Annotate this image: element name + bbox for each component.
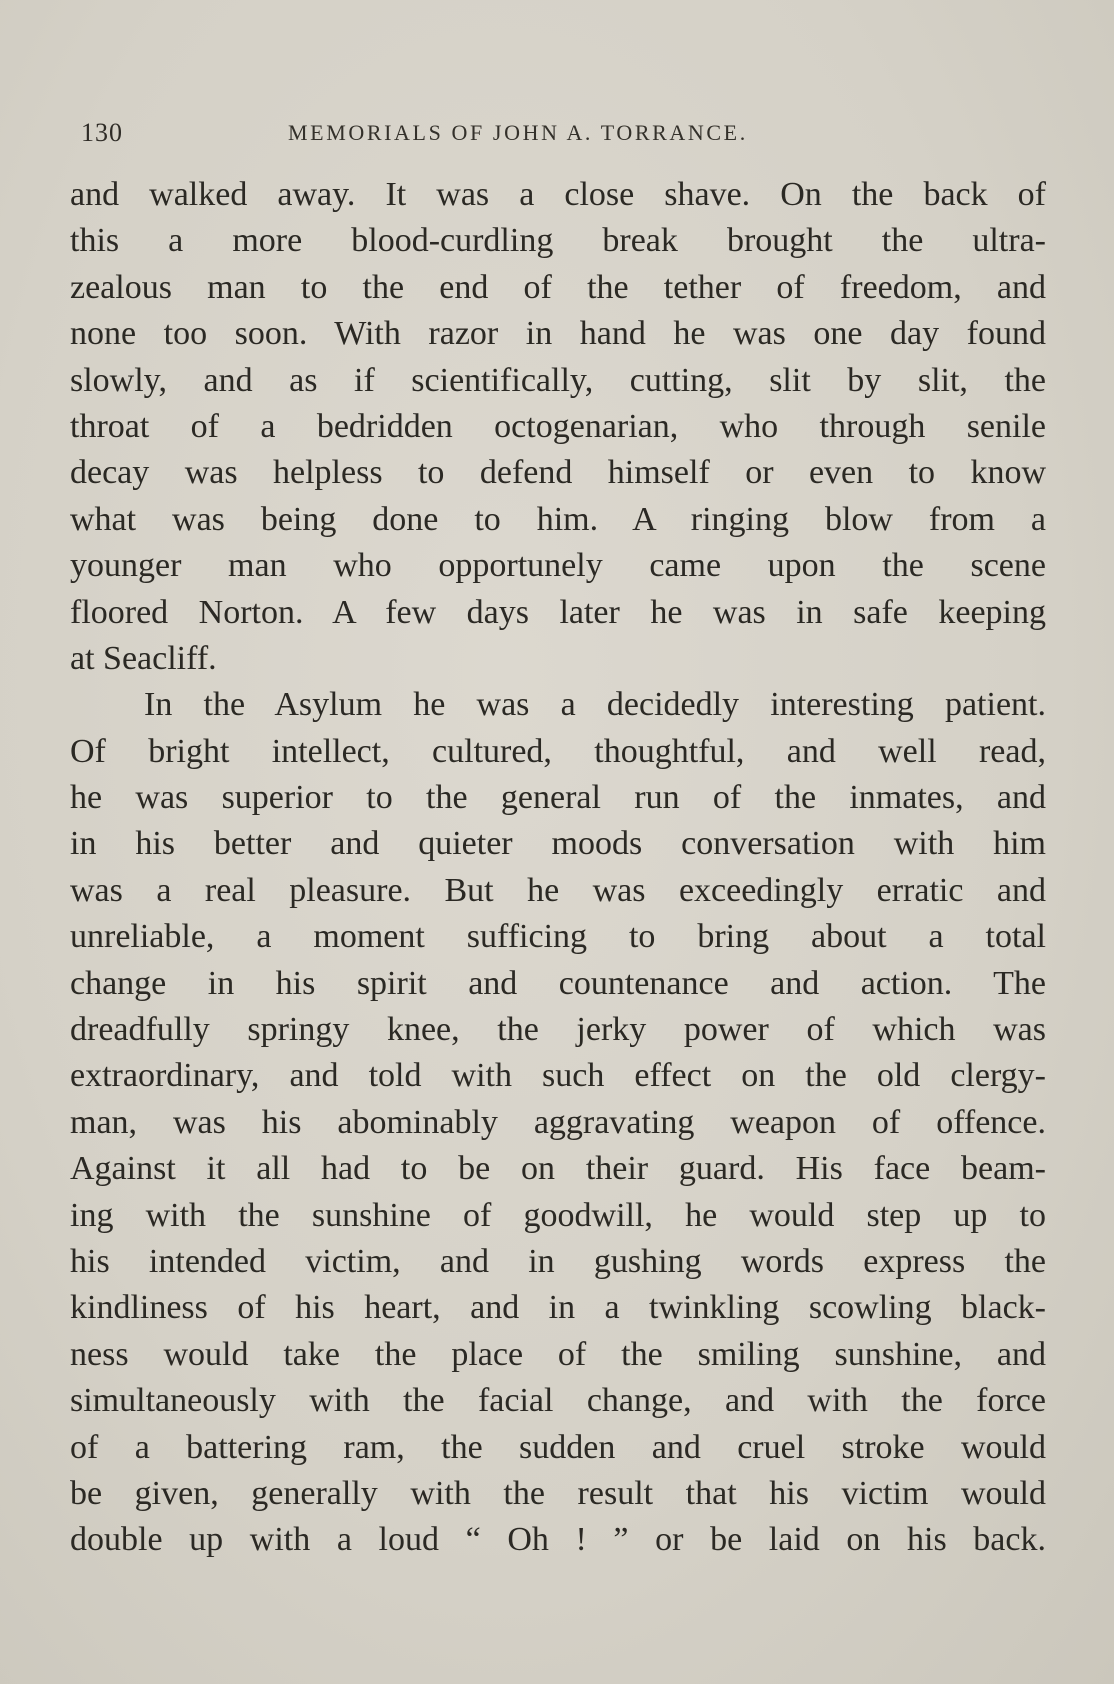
text-line: younger man who opportunely came upon the scene	[70, 547, 1046, 585]
text-line: kindliness of his heart, and in a twinkling scowling black-	[70, 1289, 1046, 1327]
text-line: extraordinary, and told with such effect on the old clergy-	[70, 1057, 1046, 1095]
text-line: throat of a bedridden octogenarian, who through senile	[70, 407, 1046, 445]
body-text	[70, 172, 1046, 1564]
text-line: unreliable, a moment sufficing to bring about a total	[70, 918, 1046, 956]
text-line: in his better and quieter moods conversation with him	[70, 825, 1046, 863]
text-line: dreadfully springy knee, the jerky power of which was	[70, 1011, 1046, 1049]
text-line: change in his spirit and countenance and action. The	[70, 964, 1046, 1002]
text-line: what was being done to him. A ringing blow from a	[70, 500, 1046, 538]
text-line: be given, generally with the result that his victim would	[70, 1474, 1046, 1512]
text-line: decay was helpless to defend himself or even to know	[70, 454, 1046, 492]
text-line: this a more blood-curdling break brought the ultra-	[70, 222, 1046, 260]
text-line: was a real pleasure. But he was exceedingly erratic and	[70, 871, 1046, 909]
text-line: zealous man to the end of the tether of freedom, and	[70, 268, 1046, 306]
text-line: ing with the sunshine of goodwill, he would step up to	[70, 1196, 1046, 1234]
paragraph-1	[70, 172, 1046, 682]
paragraph-2	[70, 682, 1046, 1563]
running-head: MEMORIALS OF JOHN A. TORRANCE.	[288, 120, 748, 145]
text-line: simultaneously with the facial change, and with the force	[70, 1382, 1046, 1420]
text-line: and walked away. It was a close shave. On the back of	[70, 176, 1046, 213]
text-line: of a battering ram, the sudden and cruel stroke would	[70, 1428, 1046, 1466]
page-header	[81, 118, 1035, 152]
text-line: at Seacliff.	[70, 639, 217, 677]
page-number: 130	[81, 118, 123, 147]
text-line: double up with a loud “ Oh ! ” or be laid on his back.	[70, 1521, 1046, 1559]
text-line: slowly, and as if scientifically, cutting, slit by slit, the	[70, 361, 1046, 399]
text-line: ness would take the place of the smiling sunshine, and	[70, 1335, 1046, 1373]
text-line: Of bright intellect, cultured, thoughtful, and well read,	[70, 732, 1046, 770]
text-line: his intended victim, and in gushing words express the	[70, 1242, 1046, 1280]
text-line: none too soon. With razor in hand he was one day found	[70, 315, 1046, 353]
text-line: In the Asylum he was a decidedly interesting patient.	[144, 686, 1046, 724]
text-line: Against it all had to be on their guard. His face beam-	[70, 1150, 1046, 1188]
text-line: man, was his abominably aggravating weapon of offence.	[70, 1103, 1046, 1141]
text-line: floored Norton. A few days later he was in safe keeping	[70, 593, 1046, 631]
text-line: he was superior to the general run of the inmates, and	[70, 779, 1046, 817]
